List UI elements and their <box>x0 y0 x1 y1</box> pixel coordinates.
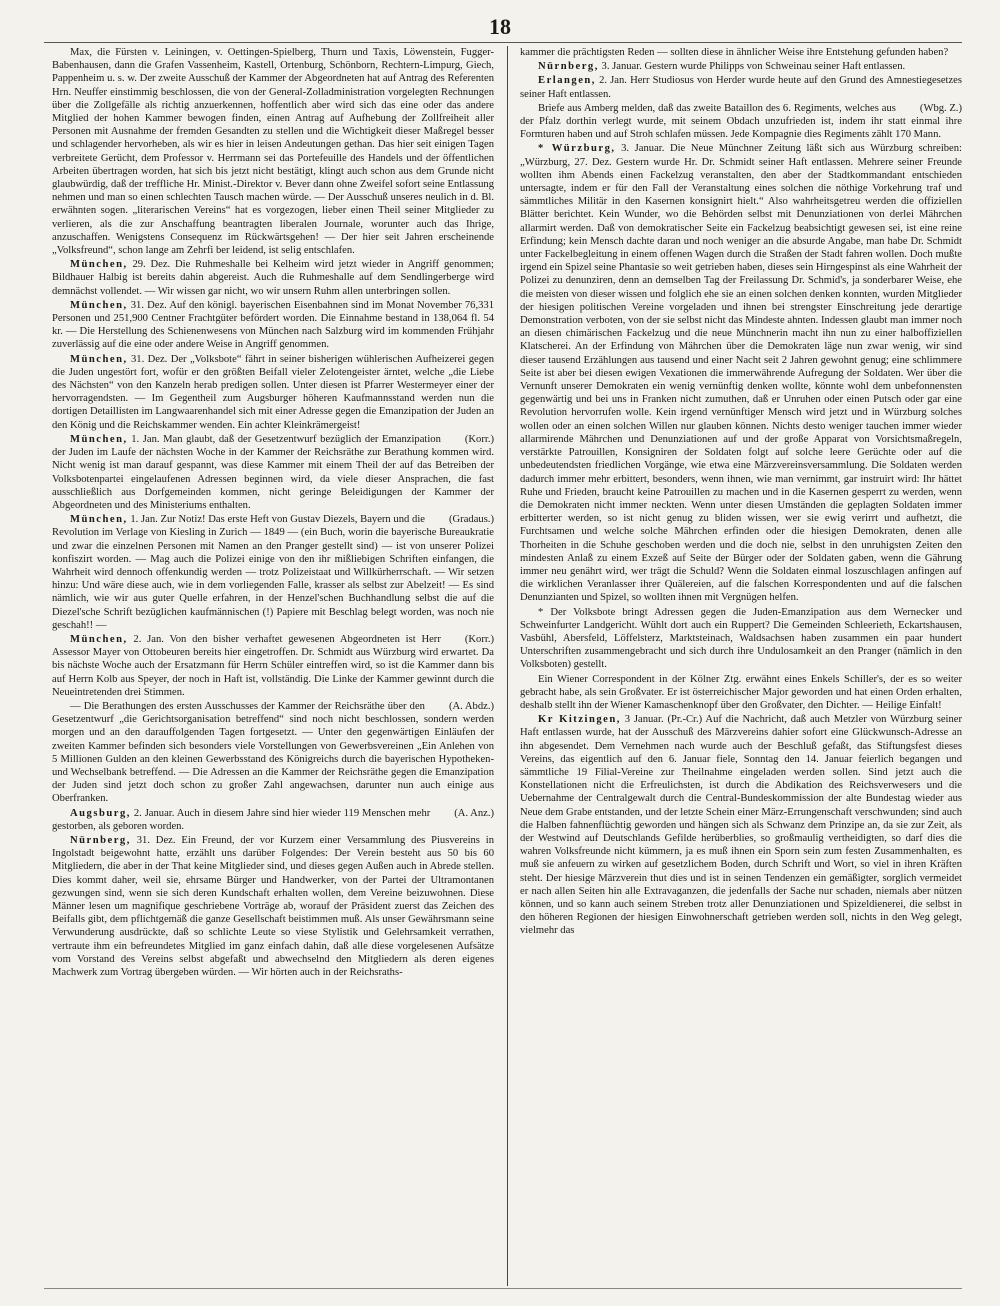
article-source: (Wbg. Z.) <box>919 102 962 114</box>
article-dateline: München, <box>70 514 128 526</box>
left-column <box>52 46 494 1284</box>
article-paragraph <box>52 46 494 257</box>
article-dateline: München, <box>70 299 128 311</box>
article-paragraph <box>520 673 962 713</box>
article-text: 3. Januar. Gestern wurde Philipps von Schweinau seiner Haft entlassen. <box>601 61 906 73</box>
article-source: (A. Anz.) <box>454 807 494 819</box>
article-text: 2. Jan. Herr Studiosus von Herder wurde heute auf den Grund des Amnestiegesetzes seiner Haft entlassen. <box>520 75 962 100</box>
article-text: * Der Volksbote bringt Adressen gegen die Juden-Emanzipation aus dem Wernecker und Schweinfurter Landgericht. Wühlt dort auch ein Ruppert? Die Gemeinden Schleerieth, Eckartshausen, Vasbühl, Abersfeld, Löffelsterz, Marktsteinach, Waldsachsen haben zusammen ein paar hundert Unterschriften zusammengebracht und sich durch ihre Undulosamkeit an den Pranger (nämlich in den Volksboten) gestellt. <box>520 606 962 671</box>
article-text: 1. Jan. Man glaubt, daß der Gesetzentwurf bezüglich der Emanzipation der Juden im Laufe der nächsten Woche in der Kammer der Reichsräthe zur Berathung kommen wird. Nicht wenig ist man darauf gespannt, was diese Kammer mit einem Theil der auf das Betreiben der Volksbotenpartei eingelaufenen Adressen beginnen wird, da viele dieser Ansprachen, die fast ausschließlich aus Dorfgemeinden kommen, nicht geringe Beleidigungen der Kammer der Abgeordneten und des Ministeriums enthalten. <box>52 433 494 511</box>
footer-rule <box>44 1288 962 1289</box>
article-dateline: Nürnberg, <box>70 834 131 846</box>
article-paragraph <box>52 353 494 432</box>
article-source: (Gradaus.) <box>448 514 494 526</box>
article-paragraph <box>52 299 494 352</box>
article-paragraph <box>52 834 494 979</box>
right-column <box>520 46 962 1284</box>
article-paragraph <box>52 700 494 806</box>
article-text: Max, die Fürsten v. Leiningen, v. Oettingen-Spielberg, Thurn und Taxis, Löwenstein, Fugger-Babenhausen, dann die Grafen Vassenheim, Kastell, Ortenburg, Schönborn, Rechtern-Limpurg, Giech, Pappenheim u. s. w. Der zweite Ausschuß der Kammer der Abgeordneten hat auf Antrag des Referenten Hrn. Neuffer einstimmig beschlossen, die von der General-Zolladministration vorgelegten Rechnungen über die Zollgefälle als richtig anzuerkennen, hoffentlich aber wird sich das eine oder das andere Mitglied der hohen Kammer bewogen finden, einen Antrag auf Aufhebung der Zollfreiheit aller Personen mit Ausnahme der fremden Gesandten zu stellen und die Wichtigkeit dieser Maßregel besser und schlagender hervorheben, als wir es hier in leisen Andeutungen gethan. Das hier seit einigen Tagen verbreitete Gerücht, dem Professor v. Herrmann sei das Portefeuille des Handels und der öffentlichen Arbeiten übertragen worden, hat sich bis jetzt nicht bestätigt, klingt auch schon aus dem Grunde nicht glaubwürdig, daß der treffliche Hr. Minist.-Direktor v. Bever dann ohne Zweifel sofort seine Entlassung nehmen und man so einen schlechten Tausch machen würde. — Der Ausschuß unseres neulich in d. Bl. erwähnten sogen. „literarischen Vereins“ hat es vorgezogen, lieber einen Theil seiner Mitglieder zu verlieren, als die zur Anschaffung beantragten liberalen Journale, worunter auch das Ihrige, anzuschaffen. Wenigstens Consequenz im Rückwärtsgehen! — Der hier seit Jahren erscheinende „Volksfreund“, schon lange am Zehrfi ber leidend, ist selig entschlafen. <box>52 47 494 257</box>
column-divider <box>507 46 508 1286</box>
article-paragraph <box>52 633 494 699</box>
header-rule <box>44 42 962 43</box>
article-paragraph <box>52 807 494 833</box>
article-dateline: München, <box>70 259 128 271</box>
article-source: (A. Abdz.) <box>448 700 494 712</box>
article-text: Ein Wiener Correspondent in der Kölner Ztg. erwähnt eines Enkels Schiller's, der es so weiter gebracht habe, als sein Großvater. Er ist österreichischer Major geworden und hat einen Orden erhalten, deshalb stellt ihn der Wiener Kamaschenknopf über den Großvater, den Dichter. — Heilige Einfalt! <box>520 673 962 711</box>
article-dateline: München, <box>70 353 128 365</box>
article-dateline: Augsburg, <box>70 807 131 819</box>
article-paragraph <box>520 46 962 59</box>
article-dateline: Erlangen, <box>538 75 596 87</box>
article-text: 2. Januar. Auch in diesem Jahre sind hier wieder 119 Menschen mehr gestorben, als geboren worden. <box>52 807 431 832</box>
article-source: (Korr.) <box>464 433 494 445</box>
article-text: 3. Januar. Die Neue Münchner Zeitung läßt sich aus Würzburg schreiben: „Würzburg, 27. Dez. Gestern wurde Hr. Dr. Schmidt seiner Haft entlassen. Mehrere seiner Freunde wollten ihm Abends einen Fackelzug veranstalten, den aber der Stadtkommandant entschieden untersagte, indem er für den Fall der Veranstaltung eines solchen die nöthige Vorkehrung traf und sämmtliches Militär in den Kasernen konsignirt hielt.“ Also wahrheitsgetreu werden die offiziellen Blätter berichtet. Kein Wunder, wo die Behörden selbst mit Denunziationen von derlei Mährchen allarmirt werden. Daß von demokratischer Seite ein Fackelzug beabsichtigt gewesen sei, ist eine reine Erfindung; kein Mensch dachte daran und noch weniger an die absurde Angabe, man habe Dr. Schmidt unter Fackelbegleitung in einem offenen Wagen durch die Straßen der Stadt fahren wollen. Doch mußte irgend ein Spizel seine Phantasie so weit getrieben haben, dieses sein Hirngespinst als eine Wahrheit der Polizei zu denunziren, denn an demselben Tag der Freilassung Dr. Schmid's, ja sonderbarer Weise, ehe die meisten von dieser wissen und folglich ehe sie an einen solchen denken konnten, wurden Mitglieder der hiesigen politischen Vereine vorgeladen und ihnen bei strengster Einschreitung jede derartige Demonstration verboten, von der sie selbst nicht das Mindeste ahnten. Indessen glaubt man immer noch an diesen chimärischen Fackelzug und die neue Münchnerin macht ihn nun zu einer halboffiziellen Klatscherei. An der Erfindung von Mährchen über die Demokraten läge nun zwar wenig, wir sind dieser tausend Erzählungen aus tausend und einer Nacht seit 2 Jahren gewohnt genug; eine schlimmere Seite ist aber bei diesen ewigen Vexationen die immerwährende Aufregung der Soldaten. Wer über die Vernunft unserer Demokraten ein wenig vernünftig denken wollte, könnte wohl dem unbefonnensten gegenwärtig und bei uns in Franken nicht zumuthen, daß er Unruhen oder einen Putsch oder gar eine Revolution hervorrufen wolle. Kein irgend vernünftiger Mensch wird jetzt und in Würzburg solches wollen oder an einen solchen Willen nur glauben können. Nichts desto weniger tauchen immer wieder allarmirende Mährchen und Denunziationen auf und der große Apparat von Vorsichtsmaßregeln, verstärkte Patrouillen, Konsigniren der Soldaten folgt auf solche leere Gerüchte oder auf die unbedeutendsten friedlichen Vorgänge, wie etwa eine Märzvereinsversammlung. Die Soldaten werden dadurch immer mehr erbittert, besonders, wenn ihnen, wie man vernimmt, gar instruirt wird: Ihr hättet Ruhe und Frieden, braucht keine Patrouillen zu machen und in die Kasernen gesperrt zu werden, wenn die Demokraten nicht immer neckten. Wenn unter diesen Umständen die geplagten Soldaten immer erbitterter werden, so ist nicht genug zu bliden wissen, wer sie ewig verirrt und aufhetzt, die Furchtsamen und welche solche Mährchen erfinden oder die hiesigen Demokraten, denen alle Thorheiten in die Schuhe geschoben werden und die doch nie, selbst in den unruhigsten Zeiten den mindesten Anlaß zu einem Exzeß auf Seite der Bürger oder der Soldaten gaben, wenn die Gährung immer neu genährt wird, wer trägt die Schuld? Wenn die Soldaten einmal loszuschlagen anfingen auf die wirklichen Veranlasser ihrer Quälereien, auf die falschen Korrespondenten und auf die falschen Denunzianten und Spizel, so wollten ihnen mit Vergnügen helfen. <box>520 143 962 604</box>
article-dateline: München, <box>70 433 128 445</box>
article-text: 31. Dez. Auf den königl. bayerischen Eisenbahnen sind im Monat November 76,331 Personen und 251,900 Centner Frachtgüter befördert worden. Die Einnahme bestand in 138,064 fl. 54 kr. — Die Herstellung des Schienenwesens von München nach Salzburg wird im kommenden Frühjahr zuverlässig auf die eine oder andere Weise in Angriff genommen. <box>52 299 494 351</box>
article-paragraph <box>520 142 962 604</box>
article-dateline: Kr Kitzingen, <box>538 714 621 726</box>
article-paragraph <box>52 513 494 632</box>
article-text: 1. Jan. Zur Notiz! Das erste Heft von Gustav Diezels, Bayern und die Revolution im Verlage von Kiesling in Zurich — 1849 — (ein Buch, worin die bayerische Bureaukratie und zwar die einzelnen Personen mit Namen an den Pranger gestellt sind) — ist von unserer Polizei konfiszirt worden. — Mag auch die Polizei einige von den ihr mißliebigen Schriften einfangen, die Wahrheit wird dennoch offenkundig werden — trotz Polizeistaat und Willkürherrschaft. — Wir setzen hinzu: Und wäre diese auch, wie in dem vorliegenden Falle, krasser als selbst zur Abelzeit! — Es sind nämlich, wie wir aus guter Quelle erfahren, in der Henzel'schen Buchhandlung selbst die auf die Diezel'sche Schrift bezüglichen kaufmännischen (!) Papiere mit Beschlag belegt worden, was noch nie geschah!! — <box>52 514 494 631</box>
article-paragraph <box>520 102 962 142</box>
article-paragraph <box>52 433 494 512</box>
article-paragraph <box>52 258 494 298</box>
article-paragraph <box>520 713 962 937</box>
page-number: 18 <box>489 14 511 39</box>
article-paragraph <box>520 74 962 100</box>
article-text: 2. Jan. Von den bisher verhaftet gewesenen Abgeordneten ist Herr Assessor Mayer von Ottobeuren bereits hier eingetroffen. Dr. Schmidt aus Würzburg wird erwartet. Da bis nächste Woche auch der Ersatzmann für Herrn Schüler eintreffen wird, so ist die Kammer dann bis auf Herrn Kolb aus Speyer, der noch in Haft ist, vollständig. Die Linke der Kammer gewinnt durch die Neueintretenden drei Stimmen. <box>52 633 494 698</box>
article-dateline: München, <box>70 633 128 645</box>
article-text: — Die Berathungen des ersten Ausschusses der Kammer der Reichsräthe über den Gesetzentwurf „die Gerichtsorganisation betreffend“ sind noch nicht beschlossen, sondern werden morgen und an den darauffolgenden Tagen fortgesetzt. — Unter den gegenwärtigen Einläufen der zweiten Kammer befinden sich besonders viele Vorstellungen von Gewerbsvereinen „Ein Anlehen von 5 Millionen Gulden an den kleinen Gewerbsstand des Königreichs durch die bayerischen Hypotheken- und Wechselbank betreffend. — Die Adressen an die Kammer der Reichsräthe gegen die Emanzipation der Juden sind jetzt doch schon zu großer Zahl angewachsen, darunter nun auch einige aus Oberfranken. <box>52 700 494 805</box>
article-text: 31. Dez. Der „Volksbote“ fährt in seiner bisherigen wühlerischen Aufheizerei gegen die Juden ungestört fort, wofür er den größten Beifall vieler Zelotengeister ärntet, welche „die Liebe des Nächsten“ von den Kanzeln herab predigen sollen. Unter diesen ist Pfarrer Westermeyer einer der hervorragendsten. — Im Gegentheil zum Augsburger höheren Kaufmannsstand werden nun die dortigen Detaillisten im Langwaarenhandel sich mit einer Adresse gegen die Emanzipation der Juden an den König und die Reichskammer wenden. Ein achter Kleinkrämergeist! <box>52 353 494 431</box>
article-dateline: Nürnberg, <box>538 61 599 73</box>
article-text: 3 Januar. (Pr.-Cr.) Auf die Nachricht, daß auch Metzler von Würzburg seiner Haft entlassen wurde, hat der Ausschuß des Märzvereins dahier sofort eine Glückwunsch-Adresse an ihn abgesendet. Dem Vernehmen nach wurde auch der Beschluß gefaßt, das Stiftungsfest dieses Vereins, das eigentlich auf den 6. Januar fiele, Sonntag den 14. Januar feierlich begangen und sämmtliche 19 Filial-Vereine zur Theilnahme eingeladen werden sollen. Sind jetzt auch die Konstellationen nicht die Erfreulichsten, ist durch die Abdikation des Reichsverwesers und die Uebernahme der Centralgewalt durch die Central-Bundeskommission der alte Bundestag wieder aus Neue dem Grabe entstanden, und der letzte Schein einer März-Errungenschaft verschwunden; sind auch die Halben fahnenflüchtig geworden und hängen sich als Schwanz dem Prinzipe an, da sie zur Zeit, als der Westwind auf Deutschlands Gefilde herüberblies, so großmaulig vertheidigten, so darf dies die wahren Volksfreunde nicht kümmern, ja es muß ihnen ein Sporn sein zum festen Zusammenhalten, es muß sie anfeuern zu wirken auf gesetzlichem Boden, durch Schrift und Wort, so viel in ihren Kräften steht. Der hiesige Märzverein thut dies und ist in seinen Tendenzen ein gemäßigter, sorglich vermeidet er nach allen Seiten hin alle Extravaganzen, die jedenfalls der Sache nur schaden, niemals aber nützen können, und so kann auch seinem Streben trotz aller Denunziationen und Spizeldienerei, die selbst in den höheren Regionen der hiesigen Einwohnerschaft getrieben werden soll, nichts in den Weg gelegt, vielmehr das <box>520 714 962 937</box>
article-dateline: * Würzburg, <box>538 143 616 155</box>
article-source: (Korr.) <box>464 633 494 645</box>
article-text: Briefe aus Amberg melden, daß das zweite Bataillon des 6. Regiments, welches aus der Pfalz dorthin verlegt wurde, mit seinem Obdach unzufrieden ist, indem ihr statt einmal ihre Formturen haben und auf Stroh schlafen müssen. Jede Kompagnie dies Regiments zählt 170 Mann. <box>520 102 962 141</box>
article-paragraph <box>520 606 962 672</box>
article-text: 31. Dez. Ein Freund, der vor Kurzem einer Versammlung des Piusvereins in Ingolstadt beigewohnt hatte, erzählt uns darüber Folgendes: Der Verein besteht aus 50 bis 60 Mitgliedern, die aber in der That keine Mitglieder sind, und dieses gegen Außen auch in Abrede stellen. Dies kommt daher, weil sie, ehrsame Bürger und Handwerker, von der Partei der Ultramontanen gezwungen sind, wenn sie sich deren Kundschaft erhalten wollen, dem Vereine beizuwohnen. Diese Männer lesen um magnifique geschriebene Vorträge ab, worauf der Präsident zuerst das Zeichen des Beifalls gibt, dem pflichtgemäß die ganze Gesellschaft beistimmen muß. Als unser Gewährsmann seine Verwunderung ausdrückte, daß so schlichte Leute so viese Stylistik und Gelehrsamkeit verrathen, vertraute ihm ein befreundetes Mitglied im ganz einfach dahin, daß alle diese vorgelesenen Aufsätze vom Vorstand des Vereins selbst abgefaßt und abwechselnd den Mitgliedern als deren eigenes Machwerk zum Vortrag übergeben würden. — Wir hörten auch in der Reichsraths- <box>52 834 494 979</box>
article-text: kammer die prächtigsten Reden — sollten diese in ähnlicher Weise ihre Entstehung gefunden haben? <box>520 47 949 58</box>
article-text: 29. Dez. Die Ruhmeshalle bei Kelheim wird jetzt wieder in Angriff genommen; Bildhauer Halbig ist bereits dahin abgereist. Auch die Ruhmeshalle auf dem Sendlingerberge wird demnächst vollendet. — Wir wissen gar nicht, wo wir unsern Ruhm allen unterbringen sollen. <box>52 259 494 297</box>
article-paragraph <box>520 60 962 73</box>
